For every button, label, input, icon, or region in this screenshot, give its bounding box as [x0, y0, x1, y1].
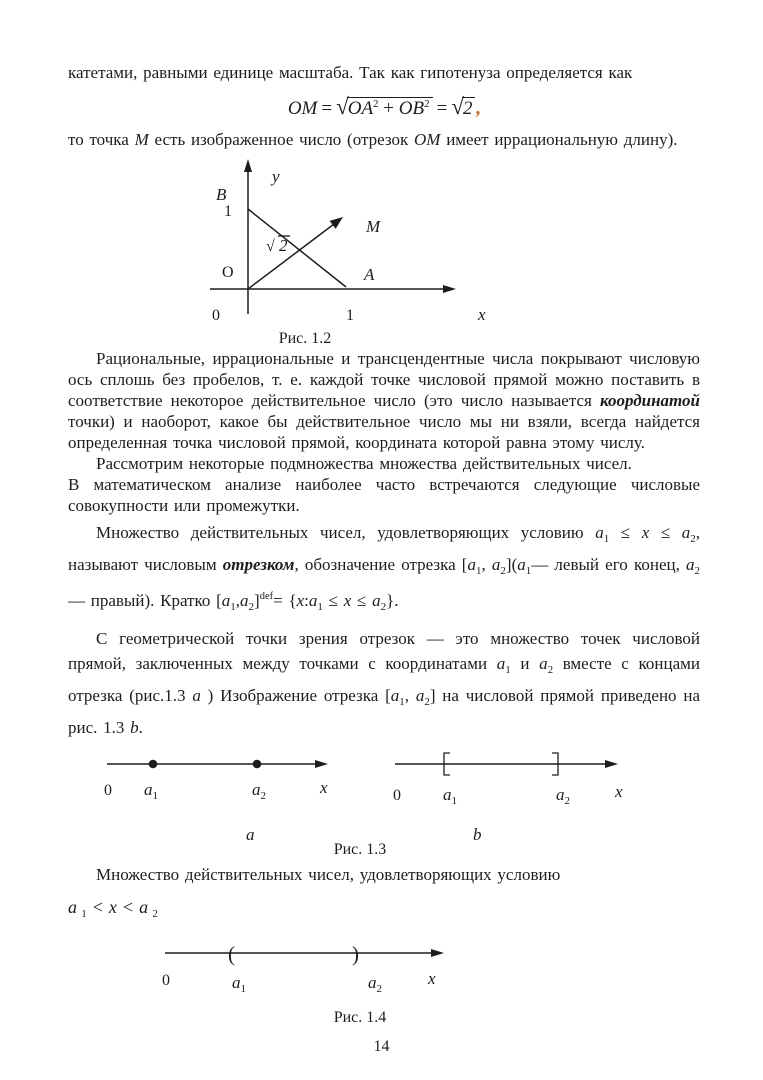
label-a1: $a_1$	[232, 973, 246, 995]
number-line-a-arrow-icon	[315, 760, 328, 768]
figure-1-3	[60, 748, 700, 856]
figure-1-2-caption: Рис. 1.2	[278, 330, 332, 347]
x-axis-arrow-icon	[443, 285, 456, 293]
exponent: 2	[424, 98, 430, 110]
label-a2: $a_2$	[252, 780, 266, 802]
label-a1: $a_1$	[144, 780, 158, 802]
formula-om	[68, 89, 700, 124]
number-line-b-arrow-icon	[605, 760, 618, 768]
figure-part-a-label: a	[246, 825, 255, 844]
paragraph-segment-definition: Множество действительных чисел, удовлетворяющих условию $a_1 \le x \le a_2$, называют числовым отрезком, обозначение отрезка [$a_1$, $a_2](a_1—$ левый его конец, $a_2—$ правый). Кратко $[a_1,a_2]^{def}=$ $\{x:a_1 \le x \le a_2\}$.	[68, 523, 701, 613]
number-line-arrow-icon	[431, 949, 444, 957]
label-point-b: B	[216, 185, 227, 204]
sqrt-two-sign: √	[266, 238, 275, 255]
sqrt-two-value: 2	[279, 236, 288, 255]
label-x-axis: x	[615, 782, 623, 801]
paragraph-consider-subsets: Рассмотрим некоторые подмножества множества действительных чисел.	[96, 454, 632, 473]
equals-sign: =	[321, 98, 333, 119]
figure-1-2-drawing	[180, 156, 530, 348]
paragraph-geometric-view: С геометрической точки зрения отрезок — это множество точек числовой прямой, заключенных между точками с координатами $a_1$ и $a_2$ вместе с концами отрезка (рис.1.3 a ) Изображение отрезка [$a_1$, $a_2$] на числовой прямой приведено на рис. 1.3 b.	[68, 629, 701, 737]
radicand-two: 2	[462, 97, 476, 119]
paragraph-interval-condition: Множество действительных чисел, удовлетворяющих условию	[96, 865, 561, 884]
figure-1-3-drawing	[60, 748, 700, 856]
radical-sign: √	[451, 94, 464, 119]
orange-comma: ,	[475, 98, 481, 119]
radicand-ob: OB	[398, 98, 425, 119]
radicand-oa: OA	[347, 98, 374, 119]
label-x-axis: x	[478, 305, 486, 324]
exponent: 2	[373, 98, 379, 110]
ray-om	[248, 221, 338, 289]
label-zero: 0	[162, 972, 170, 989]
radical-two	[451, 92, 475, 124]
label-y-axis: y	[272, 167, 280, 186]
formula-om-lhs: OM	[287, 98, 318, 119]
label-tick-one-y: 1	[224, 203, 232, 220]
label-a2: $a_2$	[368, 973, 382, 995]
radical-sign: √	[336, 94, 349, 119]
figure-1-4-drawing	[140, 938, 480, 1030]
label-a2: $a_2$	[556, 785, 570, 807]
label-a1: $a_1$	[443, 785, 457, 807]
ray-om-arrow-icon	[330, 213, 346, 229]
label-zero: 0	[104, 782, 112, 799]
page-number: 14	[373, 1038, 390, 1055]
label-zero: 0	[212, 307, 220, 324]
figure-1-3-caption: Рис. 1.3	[333, 841, 387, 856]
label-x-axis: x	[320, 778, 328, 797]
figure-1-4-caption: Рис. 1.4	[333, 1009, 387, 1026]
label-zero: 0	[393, 787, 401, 804]
figure-part-b-label: b	[473, 825, 482, 844]
paragraph-point-m: то точка M есть изображенное число (отрезок OM имеет иррациональную длину).	[68, 130, 678, 149]
figure-1-2	[180, 156, 530, 348]
label-x-axis: x	[428, 969, 436, 988]
paragraph-numbers-cover: Рациональные, иррациональные и трансцендентные числа покрывают числовую ось сплошь без пробелов, т. е. каждой точке числовой прямой можно поставить в соответствие некоторое действительное число (это число называется координатой точки) и наоборот, какое бы действительное число мы ни взяли, всегда найдется определенная точка числовой прямой, координата которой равна этому числу.	[68, 349, 700, 452]
right-parenthesis: )	[352, 942, 359, 966]
label-origin-o: O	[222, 264, 234, 281]
formula-open-interval: a $_1$ < x < a $_2$	[68, 897, 158, 920]
label-point-a: A	[364, 265, 375, 284]
paragraph-analysis-sets: В математическом анализе наиболее часто встречаются следующие числовые совокупности или промежутки.	[68, 475, 700, 515]
radical-expression	[336, 89, 433, 124]
paragraph-hypotenuse-tail: катетами, равными единице масштаба. Так как гипотенуза определяется как	[68, 63, 633, 82]
left-parenthesis: (	[228, 942, 235, 966]
endpoint-dot-a2	[253, 760, 262, 769]
label-point-m: M	[366, 217, 381, 236]
plus-sign: +	[378, 98, 399, 119]
y-axis-arrow-icon	[244, 159, 252, 172]
figure-1-4	[140, 938, 480, 1030]
endpoint-dot-a1	[149, 760, 158, 769]
equals-sign: =	[436, 98, 448, 119]
label-tick-one-x: 1	[346, 307, 354, 324]
